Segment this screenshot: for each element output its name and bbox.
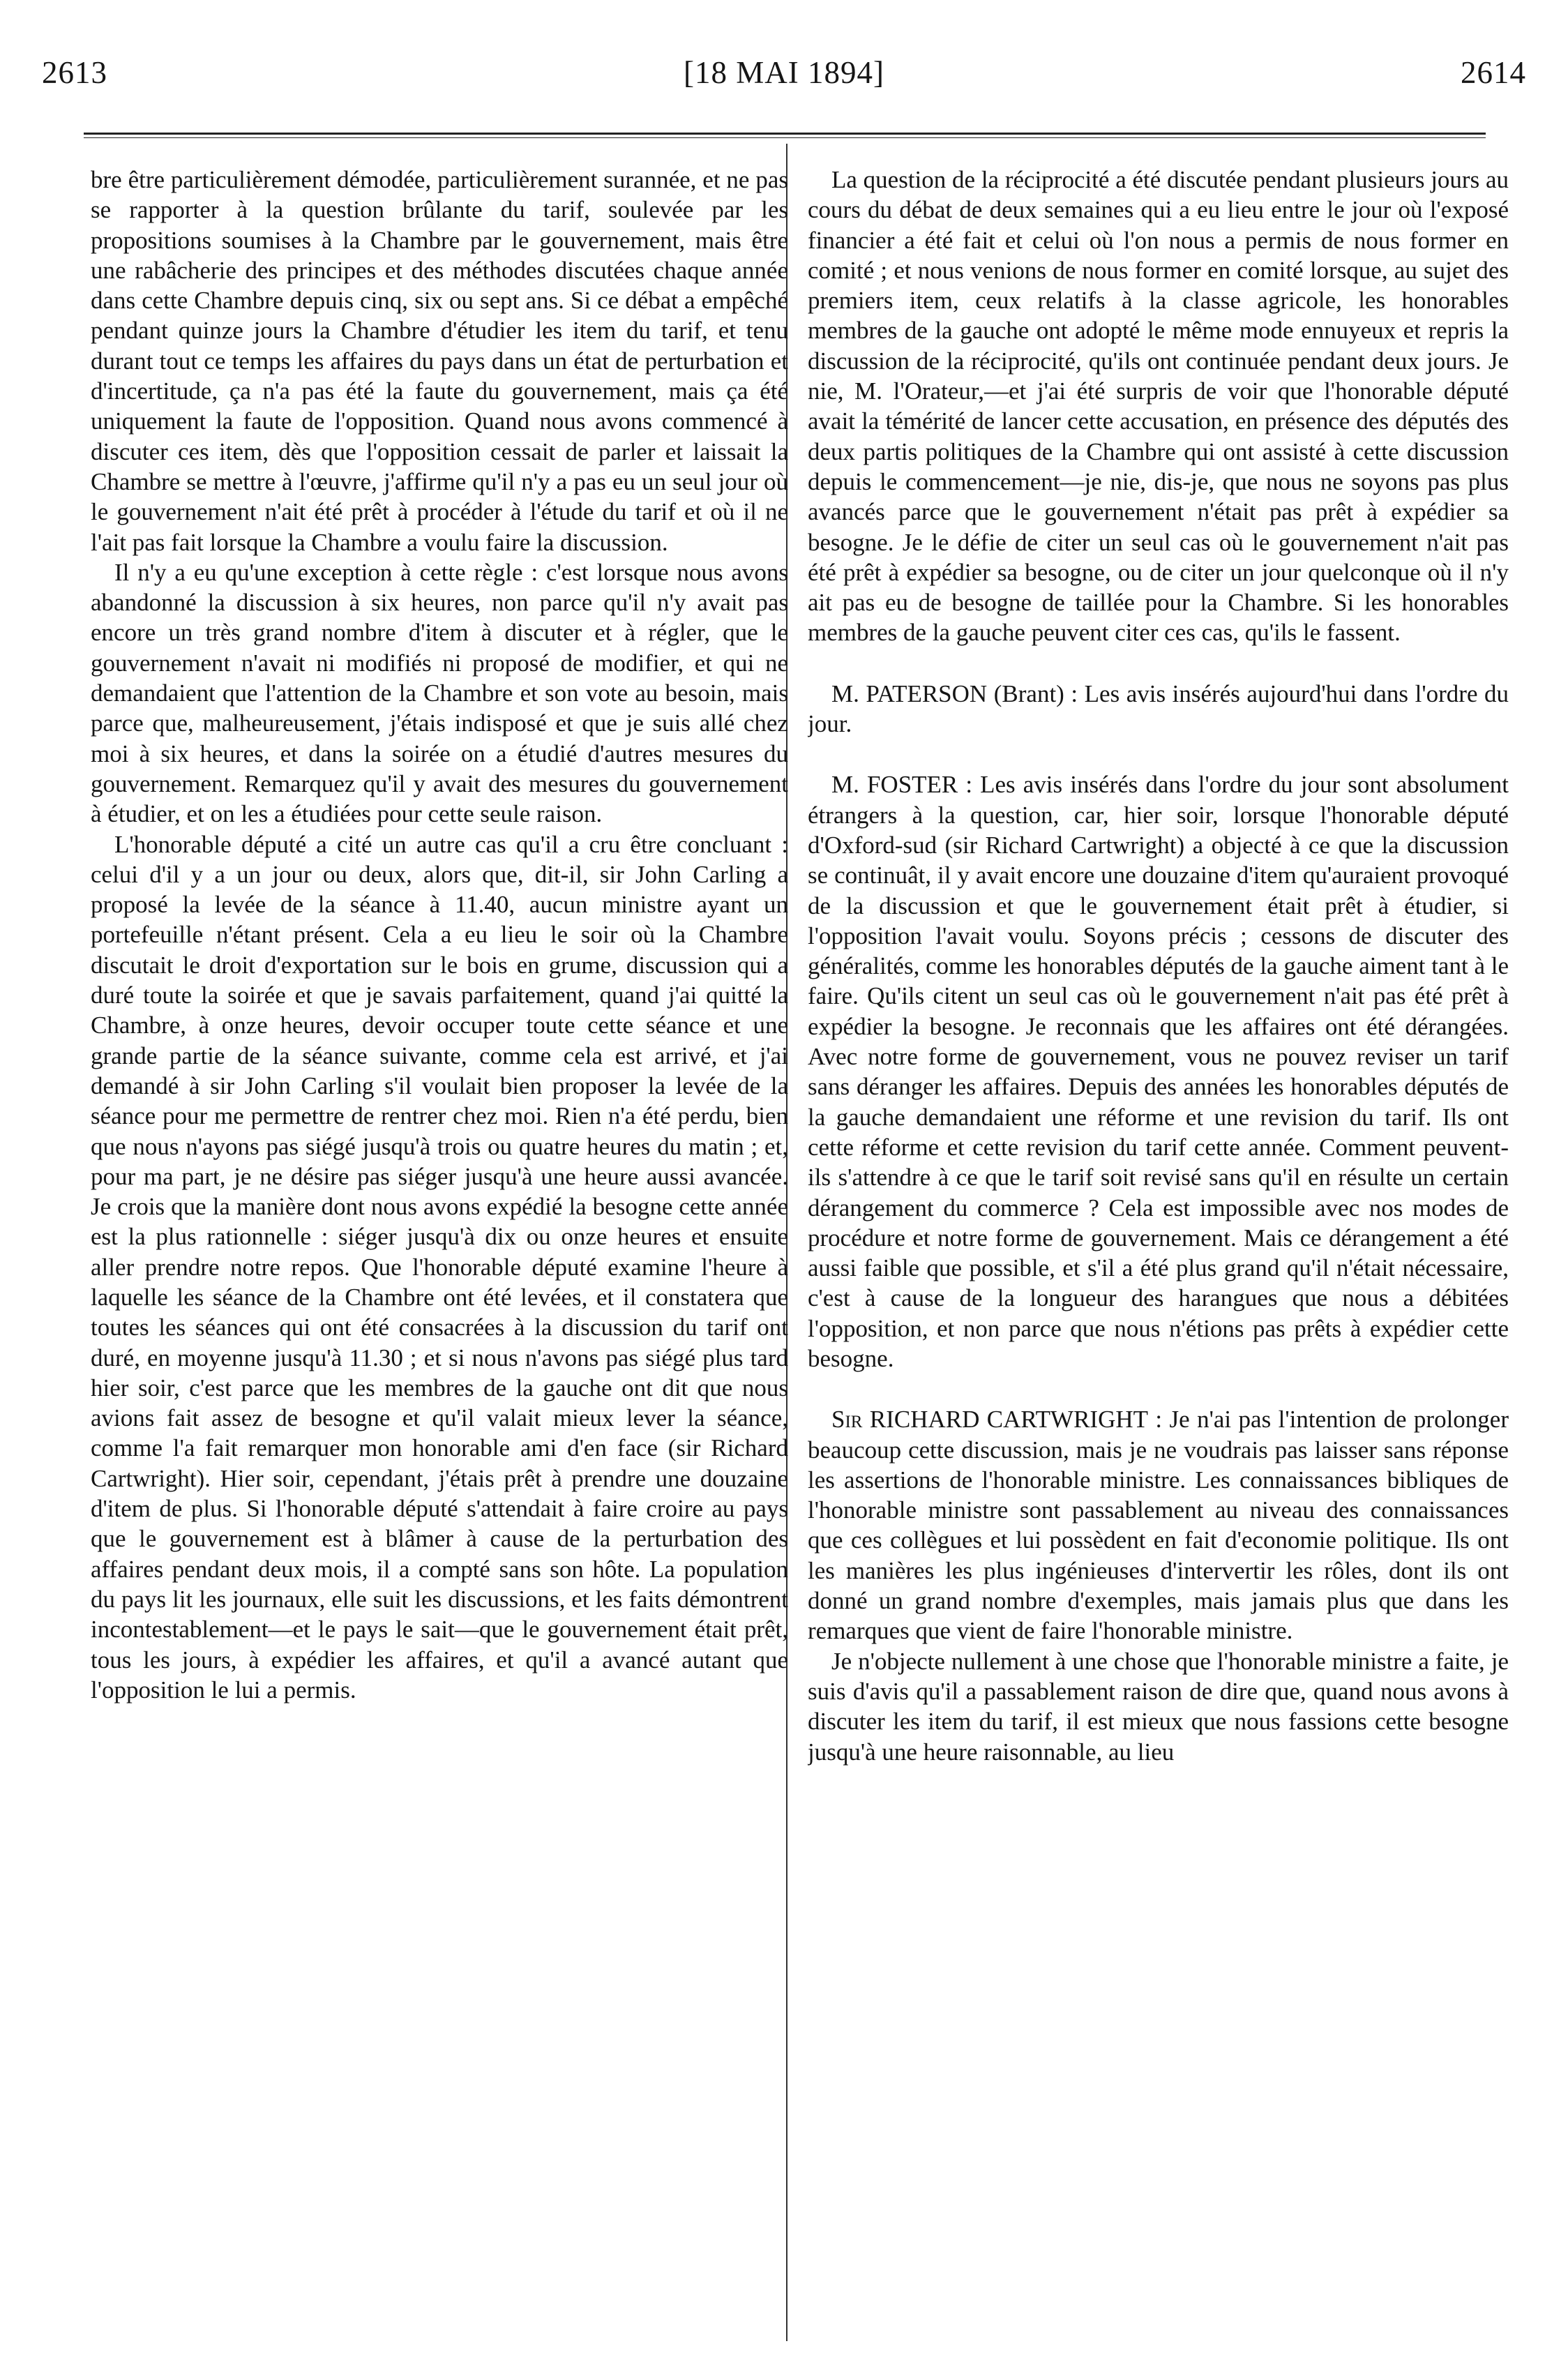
- speech-text: : Je n'ai pas l'intention de prolonger beaucoup cette discussion, mais je ne voudrais pas laisser sans réponse les assertions de l'honorable ministre. Les connaissances bibliques de l'honorable ministre sont passablement au niveau des connaissances que ces collègues et lui possèdent en fait d'economie politique. Ils ont les manières les plus ingénieuses d'intervertir les rôles, dont ils ont donné un grand nombre d'exemples, mais jamais plus que dans les remarques que vient de faire l'honorable ministre.: [808, 1406, 1509, 1645]
- paragraph: bre être particulièrement démodée, particulièrement surannée, et ne pas se rapporter à la question brûlante du tarif, soulevée par les propositions soumises à la Chambre par le gouvernement, mais être une rabâcherie des principes et des méthodes discutées chaque année dans cette Chambre depuis cinq, six ou sept ans. Si ce débat a empêché pendant quinze jours la Chambre d'étudier les item du tarif, et tenu durant tout ce temps les affaires du pays dans un état de perturbation et d'incertitude, ça n'a pas été la faute du gouvernement, mais ça été uniquement la faute de l'opposition. Quand nous avons commencé à discuter ces item, dès que l'opposition cessait de parler et laissait la Chambre se mettre à l'œuvre, j'affirme qu'il n'y a pas eu un seul jour où le gouvernement n'ait été prêt à procéder à l'étude du tarif et où il ne l'ait pas fait lorsque la Chambre a voulu faire la discussion.: [91, 166, 788, 556]
- paragraph: [808, 1646, 1509, 1767]
- right-column: [808, 165, 1509, 2348]
- paragraph: [808, 165, 1509, 648]
- paragraph: L'honorable député a cité un autre cas qu'il a cru être concluant : celui d'il y a un jour ou deux, alors que, dit-il, sir John Carling a proposé la levée de la séance à 11.40, aucun ministre ayant un portefeuille n'étant présent. Cela a eu lieu le soir où la Chambre discutait le droit d'exportation sur le bois en grume, discussion qui a duré toute la soirée et que je savais parfaitement, quand j'ai quitté la Chambre, à onze heures, devoir occuper toute cette séance et une grande partie de la séance suivante, comme cela est arrivé, et j'ai demandé à sir John Carling s'il voulait bien proposer la levée de la séance pour me permettre de rentrer chez moi. Rien n'a été perdu, bien que nous n'ayons pas siégé jusqu'à trois ou quatre heures du matin ; et, pour ma part, je ne désire pas siéger jusqu'à une heure aussi avancée. Je crois que la manière dont nous avons expédié la besogne cette année est la plus rationnelle : siéger jusqu'à dix ou onze heures et ensuite aller prendre notre repos. Que l'honorable député examine l'heure à laquelle les séance de la Chambre ont été levées, et il constatera que toutes les séances qui ont été consacrées à la discussion du tarif ont duré, en moyenne jusqu'à 11.30 ; et si nous n'avons pas siégé plus tard hier soir, c'est parce que les membres de la gauche ont dit que nous avions fait assez de besogne et qu'il valait mieux lever la séance, comme l'a fait remarquer mon honorable ami d'en face (sir Richard Cartwright). Hier soir, cependant, j'étais prêt à prendre une douzaine d'item de plus. Si l'honorable député s'attendait à faire croire au pays que le gouvernement est à blâmer à cause de la perturbation des affaires pendant deux mois, il a compté sans son hôte. La population du pays lit les journaux, elle suit les discussions, et les faits démontrent incontestablement—et le pays le sait—que le gouvernement était prêt, tous les jours, à expédier les affaires, et qu'il a avancé autant que l'opposition le lui a permis.: [91, 830, 788, 1704]
- issue-date: [18 MAI 1894]: [684, 55, 884, 90]
- speech-cartwright: [808, 1404, 1509, 1646]
- paragraph-text: La question de la réciprocité a été discutée pendant plusieurs jours au cours du débat de deux semaines qui a eu lieu entre le jour où l'exposé financier a été fait et celui où l'on nous a permis de nous former en comité ; et nous venions de nous former en comité lorsque, au sujet des premiers item, ceux relatifs à la classe agricole, les honorables membres de la gauche ont adopté le même mode ennuyeux et repris la discussion de la réciprocité, qu'ils ont continuée pendant deux jours. Je nie, M. l'Orateur,—et j'ai été surpris de voir que l'honorable député avait la témérité de lancer cette accusation, en présence des députés des deux partis politiques de la Chambre qui ont assisté à cette discussion depuis le commencement—je nie, dis-je, que nous ne soyons pas plus avancés parce que le gouvernement n'était pas prêt à expédier sa besogne. Je le défie de citer un seul cas où le gouvernement n'ait pas été prêt à expédier sa besogne, ou de citer un jour quelconque où il n'y ait pas eu de besogne de taillée pour la Chambre. Si les honorables membres de la gauche peuvent citer ces cas, qu'ils le fassent.: [808, 166, 1509, 647]
- header-rule-thin: [84, 137, 1486, 138]
- paragraph: Il n'y a eu qu'une exception à cette règle : c'est lorsque nous avons abandonné la discussion à six heures, non parce qu'il n'y avait pas encore un très grand nombre d'item à discuter et à régler, que le gouvernement n'avait ni modifiés ni proposé de modifier, et qui ne demandaient que l'attention de la Chambre et son vote au besoin, mais parce que, malheureusement, j'étais indisposé et que je suis allé chez moi à six heures, et dans la soirée on a étudié d'autres mesures du gouvernement. Remarquez qu'il y avait des mesures du gouvernement à étudier, et on les a étudiées pour cette seule raison.: [91, 558, 788, 828]
- speaker-name: M. PATERSON: [831, 679, 988, 707]
- page-header: [42, 54, 1526, 103]
- left-column: [91, 165, 788, 2348]
- header-rule-thick: [84, 133, 1486, 135]
- speech-text: : Les avis insérés dans l'ordre du jour sont absolument étrangers à la question, car, hier soir, lorsque l'honorable député d'Oxford-sud (sir Richard Cartwright) a objecté à ce que la discussion se continuât, il y avait encore une douzaine d'item qu'auraient provoqué de la discussion et que le gouvernement était prêt à étudier, si l'opposition l'avait voulu. Soyons précis ; cessons de discuter des généralités, comme les honorables députés de la gauche aiment tant à le faire. Qu'ils citent un seul cas où le gouvernement n'ait pas été prêt à expédier la besogne. Je reconnais que les affaires ont été dérangées. Avec notre forme de gouvernement, vous ne pouvez reviser un tarif sans déranger les affaires. Depuis des années les honorables députés de la gauche demandaient une réforme et une revision du tarif. Ils ont cette réforme et cette revision du tarif cette année. Comment peuvent-ils s'attendre à ce que le tarif soit revisé sans qu'il en résulte un certain dérangement du commerce ? Cela est impossible avec nos modes de procédure et notre forme de gouvernement. Mais ce dérangement a été aussi faible que possible, et s'il a été plus grand qu'il n'était nécessaire, c'est à cause de la longueur des harangues que nous a débitées l'opposition, et non parce que nous n'étions pas prêts à expédier cette besogne.: [808, 771, 1509, 1372]
- speaker-name: Sir RICHARD CARTWRIGHT: [831, 1406, 1148, 1434]
- speaker-name: M. FOSTER: [831, 771, 958, 799]
- speech-text: (Brant) : Les avis insérés aujourd'hui dans l'ordre du jour.: [808, 679, 1509, 738]
- speech-foster: [808, 769, 1509, 1374]
- page-number-left: 2613: [42, 55, 107, 90]
- speech-paterson: [808, 679, 1509, 739]
- page-number-right: 2614: [1461, 55, 1526, 90]
- paragraph-text: Je n'objecte nullement à une chose que l'honorable ministre a faite, je suis d'avis qu'il a passablement raison de dire que, quand nous avons à discuter les item du tarif, il est mieux que nous fassions cette besogne jusqu'à une heure raisonnable, au lieu: [808, 1647, 1509, 1766]
